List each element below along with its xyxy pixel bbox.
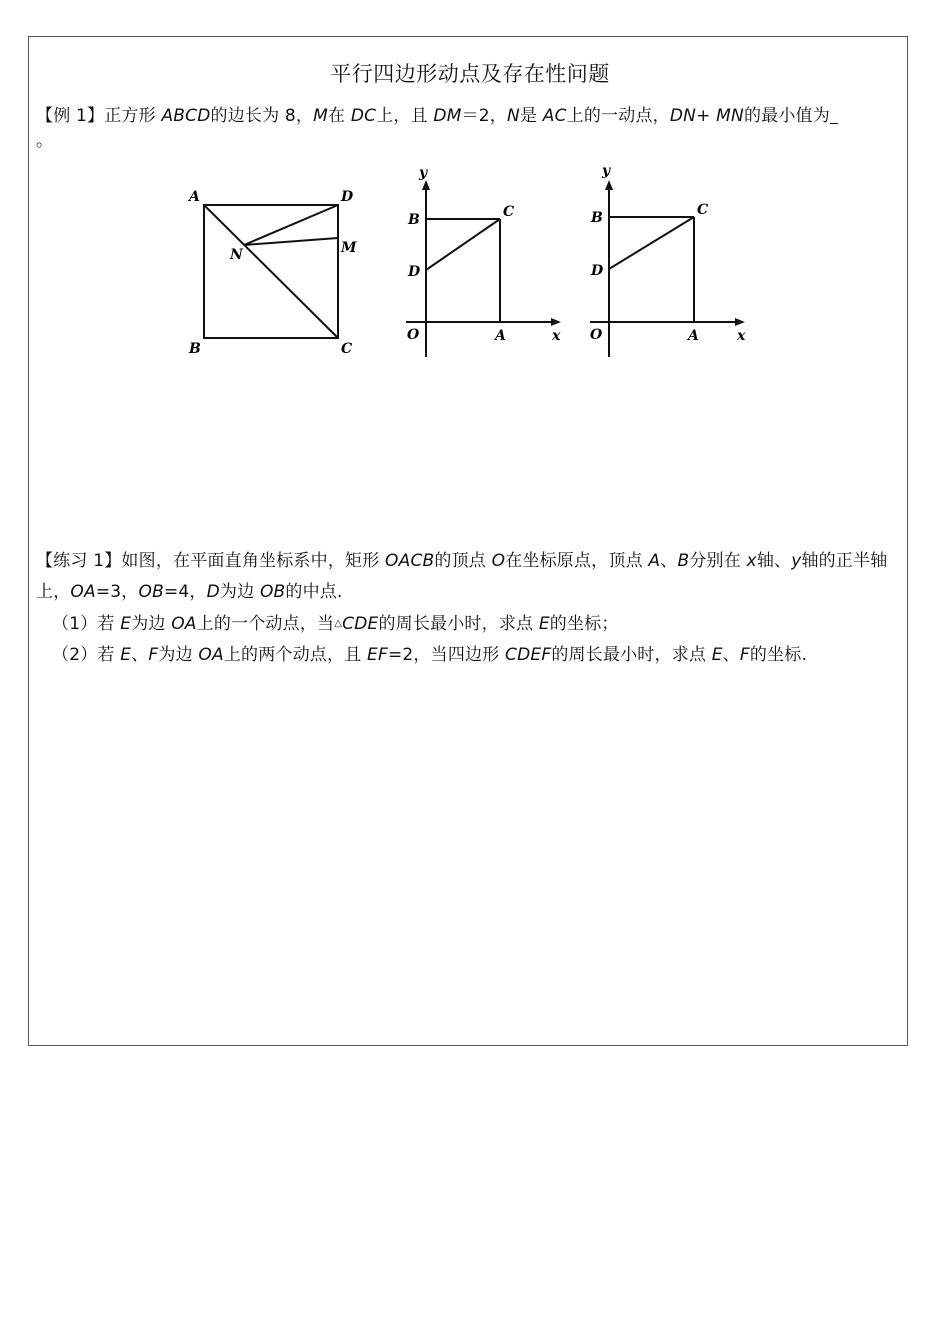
- label-x: x: [552, 328, 561, 344]
- practice-1-statement: 【练习 1】如图，在平面直角坐标系中，矩形 OACB的顶点 O在坐标原点，顶点 A、B分别在 x轴、y轴的正半轴上，OA=3，OB=4，D为边 OB的中点.: [36, 551, 888, 602]
- label-b: B: [408, 212, 420, 228]
- y-axis-arrow: [422, 180, 430, 190]
- label-d: D: [408, 264, 421, 280]
- label-b: B: [189, 341, 201, 357]
- example-tag: 【例 1】: [36, 106, 105, 126]
- label-b: B: [591, 210, 603, 226]
- label-d: D: [341, 189, 354, 205]
- coordinate-figure-1: [400, 160, 570, 365]
- label-a: A: [688, 328, 699, 344]
- label-n: N: [230, 247, 243, 263]
- question-2: （2）若 E、F为边 OA上的两个动点，且 EF=2，当四边形 CDEF的周长最小时，求点 E、F的坐标.: [52, 645, 808, 665]
- x-axis-arrow: [735, 318, 745, 326]
- label-m: M: [341, 240, 357, 256]
- segment-dc: [609, 217, 694, 269]
- answer-blank[interactable]: [830, 105, 838, 124]
- label-a: A: [189, 189, 200, 205]
- label-o: O: [590, 327, 603, 343]
- coordinate-figure-2: [585, 158, 755, 363]
- label-y: y: [602, 163, 611, 179]
- question-1: （1）若 E为边 OA上的一个动点，当△CDE的周长最小时，求点 E的坐标；: [52, 614, 619, 634]
- label-c: C: [697, 202, 709, 218]
- label-c: C: [341, 341, 353, 357]
- page-title: 平行四边形动点及存在性问题: [330, 62, 610, 86]
- example-1-problem: 【例 1】正方形 ABCD的边长为 8，M在 DC上，且 DM＝2，N是 AC上的一动点，DN+ MN的最小值为 。: [36, 101, 902, 157]
- square-abcd-figure: [180, 180, 370, 365]
- diagonal-ac: [204, 205, 338, 338]
- triangle-symbol: △: [334, 618, 343, 629]
- label-a: A: [495, 328, 506, 344]
- x-axis-arrow: [551, 318, 561, 326]
- label-y: y: [419, 165, 428, 181]
- practice-1-problem: [36, 546, 902, 671]
- y-axis-arrow: [605, 180, 613, 190]
- label-o: O: [407, 327, 420, 343]
- label-d: D: [591, 263, 604, 279]
- label-x: x: [737, 328, 746, 344]
- practice-tag: 【练习 1】: [36, 551, 122, 571]
- label-c: C: [503, 204, 515, 220]
- segment-dc: [426, 219, 500, 270]
